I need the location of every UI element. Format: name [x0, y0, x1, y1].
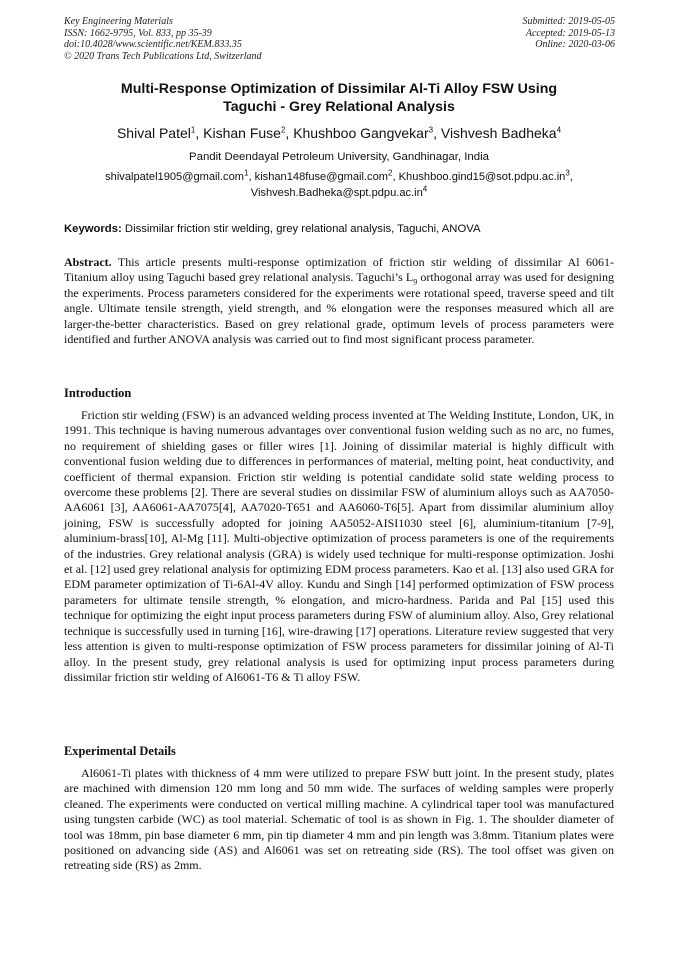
- doi-line: doi:10.4028/www.scientific.net/KEM.833.35: [64, 39, 242, 50]
- accepted-date: Accepted: 2019-05-13: [525, 27, 615, 39]
- author-affil-mark: 3: [428, 125, 434, 135]
- author-email: kishan148fuse@gmail.com: [254, 171, 389, 183]
- paper-title: [60, 80, 618, 116]
- email-mark: 4: [422, 183, 428, 193]
- author-email: shivalpatel1905@gmail.com: [105, 171, 245, 183]
- author-name: Khushboo Gangvekar: [293, 125, 429, 141]
- email-mark: 1: [244, 168, 249, 178]
- author-emails: [40, 170, 638, 201]
- journal-name: Key Engineering Materials: [64, 16, 173, 27]
- author-affil-mark: 2: [280, 125, 286, 135]
- email-mark: 2: [388, 168, 393, 178]
- abstract-text-part2: orthogonal array was used for designing the experiments. Process parameters considered for the experiments were rotational speed, traverse speed and tilt angle. Ultimate tensile strength, yield strength, and % elongation were the responses measured which all are larger-the-better characteristics. Based on grey relational grade, optimum levels of process parameters were identified and further ANOVA analysis was carried out to find most significant process parameter.: [64, 270, 614, 347]
- online-date: Online: 2020-03-06: [535, 39, 615, 50]
- experimental-heading: Experimental Details: [64, 744, 176, 758]
- keywords-text: Dissimilar friction stir welding, grey relational analysis, Taguchi, ANOVA: [124, 223, 481, 235]
- email-line-1: shivalpatel1905@gmail.com$^1$, kishan148fuse@gmail.com$^2$, $Khushboo.gind15@sot.pdpu.ac.in^3$,: [105, 168, 573, 183]
- abstract: [64, 255, 614, 347]
- author-name: Vishvesh Badheka: [440, 125, 557, 141]
- email-mark: 3: [565, 168, 570, 178]
- journal-header-right: [523, 16, 616, 51]
- author-affil-mark: 1: [190, 125, 196, 135]
- abstract-text-part1: This article presents multi-response optimization of friction stir welding of dissimilar Al 6061- Titanium alloy using Taguchi based grey relational analysis. Taguchi’s L: [64, 255, 614, 285]
- author-affil-mark: 4: [556, 125, 562, 135]
- keywords-label: Keywords:: [64, 223, 122, 235]
- introduction-heading: Introduction: [64, 386, 132, 400]
- email-line-2: [40, 183, 638, 202]
- author-name: Shival Patel: [116, 125, 191, 141]
- abstract-label: Abstract.: [64, 255, 112, 269]
- author-email: Khushboo.gind15@sot.pdpu.ac.in: [398, 171, 566, 183]
- abstract-subscript: 9: [413, 277, 418, 287]
- copyright-line: © 2020 Trans Tech Publications Ltd, Switzerland: [64, 50, 262, 62]
- issn-line: ISSN: 1662-9795, Vol. 833, pp 35-39: [64, 27, 212, 39]
- title-line-1: Multi-Response Optimization of Dissimilar Al-Ti Alloy FSW Using: [120, 81, 558, 97]
- author-email: Vishvesh.Badheka@spt.pdpu.ac.in: [250, 186, 423, 199]
- keywords-line: [64, 222, 616, 236]
- author-name: Kishan Fuse: [203, 125, 281, 141]
- experimental-paragraph: Al6061-Ti plates with thickness of 4 mm were utilized to prepare FSW butt joint. In the present study, plates are machined with dimension 120 mm long and 50 mm wide. The surfaces of welding samples were properly cleaned. The experiments were conducted on vertical milling machine. A cylindrical taper tool was manufactured using tungsten carbide (WC) as tool material. Schematic of tool is as shown in Fig. 1. The shoulder diameter of tool was 18mm, pin base diameter 6 mm, pin tip diameter 4 mm and pin length was 3.8mm. Titanium plates were positioned on advancing side (AS) and Al6061 was set on retreating side (RS). The tool offset was given on retreating side (RS) as 2mm.: [64, 766, 614, 873]
- author-list: Shival Patel$^1$, Kishan Fuse$^2$, Khushboo Gangvekar$^3$, Vishvesh Badheka$^4$: [116, 125, 562, 141]
- journal-header-left: [64, 16, 262, 62]
- submitted-date: Submitted: 2019-05-05: [522, 16, 615, 27]
- affiliation: Pandit Deendayal Petroleum University, Gandhinagar, India: [189, 151, 489, 163]
- introduction-paragraph: Friction stir welding (FSW) is an advanced welding process invented at The Welding Institute, London, UK, in 1991. This technique is having numerous advantages over conventional fusion welding such as no arc, no fumes, no requirement of shielding gases or filler wires [1]. Joining of dissimilar material is highly difficult with conventional fusion welding due to differences in performances of material, melting point, heat conductivity, and coefficient of thermal expansion. Friction stir welding is potential candidate solid state welding process to overcome these problems [2]. There are several studies on dissimilar FSW of aluminium alloys such as AA7050-AA6061 [3], AA6061-AA7075[4], AA7020-T651 and AA6060-T6[5]. Apart from dissimilar aluminium alloy joining, FSW is successfully adopted for joining AA5052-AISI1030 steel [6], aluminium-titanium [7-9], aluminium-brass[10], Al-Mg [11]. Multi-objective optimization of process parameters is one of the requirements of the industries. Grey relational analysis (GRA) is widely used technique for multi-response optimization. Joshi et al. [12] used grey relational analysis for optimizing EDM process parameters. Kao et al. [13] also used GRA for EDM parameter optimization of Ti-6Al-4V alloy. Kundu and Singh [14] performed optimization of FSW process parameters for ultimate tensile strength, % elongation, and micro-hardness. Parida and Pal [15] used this technique for optimizing the eight input process parameters during FSW of aluminium alloy. Also, Grey relational technique is successfully used in turning [16], wire-drawing [17] operations. Literature review suggested that very less attention is given to multi-response optimization of FSW process parameters for dissimilar joining of Al-Ti alloy. In the present study, grey relational analysis is used for optimizing input process parameters during dissimilar friction stir welding of Al6061-T6 & Ti alloy FSW.: [64, 408, 614, 684]
- title-line-2: Taguchi - Grey Relational Analysis: [223, 99, 455, 115]
